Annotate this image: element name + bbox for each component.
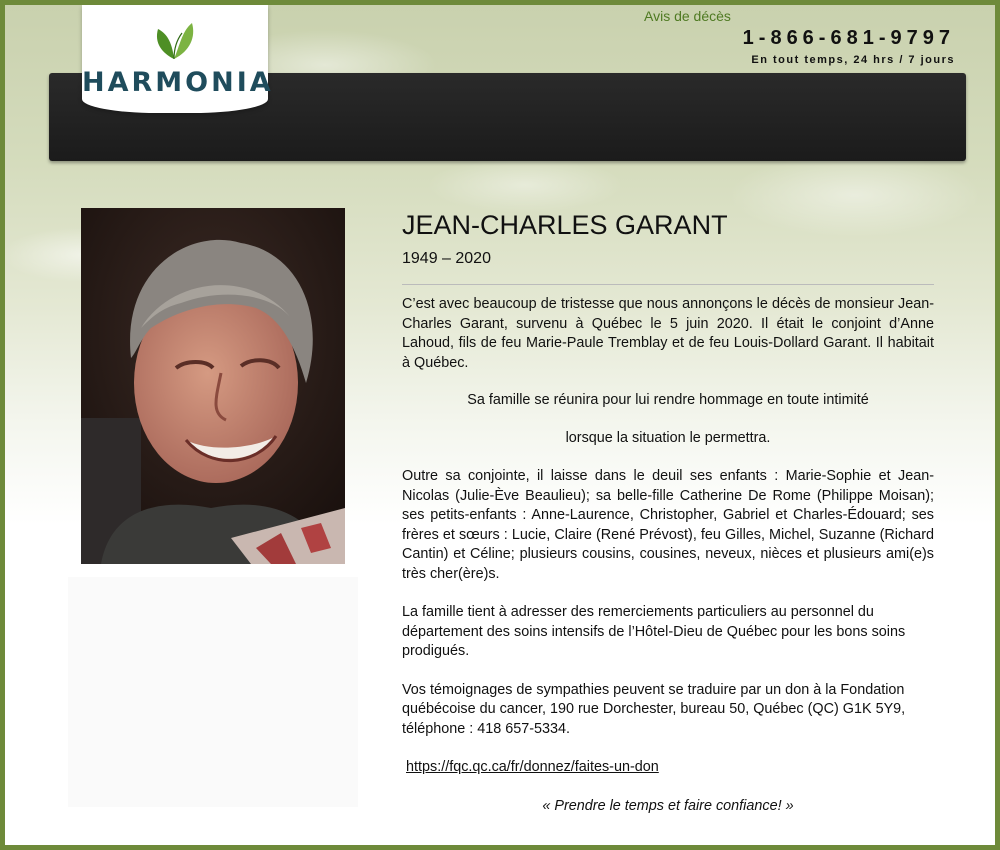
portrait-illustration bbox=[81, 208, 345, 564]
phone-number[interactable]: 1-866-681-9797 bbox=[742, 27, 955, 49]
portrait-photo bbox=[81, 208, 345, 564]
deceased-name: JEAN-CHARLES GARANT bbox=[402, 210, 728, 240]
family-paragraph: Outre sa conjointe, il laisse dans le deuil ses enfants : Marie-Sophie et Jean-Nicolas (Julie-Ève Beaulieu); sa belle-fille Catherine De Rome (Philippe Moisan); ses petits-enfants : Anne-Laurence, Christopher, Gabriel et Charles-Édouard; ses frères et sœurs : Lucie, Claire (René Prévost), feu Gilles, Michel, Suzanne (Richard Cantin) et Céline; plusieurs cousins, cousines, neveux, nièces et plusieurs ami(e)s très cher(ère)s. bbox=[402, 468, 934, 582]
announcement-paragraph: C’est avec beaucoup de tristesse que nous annonçons le décès de monsieur Jean-Charles Garant, survenu à Québec le 5 juin 2020. Il était le conjoint d’Anne Lahoud, fils de feu Marie-Paule Tremblay et de feu Louis-Dollard Garant. Il habitait à Québec. bbox=[402, 296, 934, 371]
section-label[interactable]: Avis de décès bbox=[644, 8, 731, 24]
leaf-icon bbox=[152, 19, 196, 63]
donation-paragraph: Vos témoignages de sympathies peuvent se traduire par un don à la Fondation québécoise du cancer, 190 rue Dorchester, bureau 50, Québec (QC) G1K 5Y9, téléphone : 418 657-5334. bbox=[402, 681, 906, 737]
logo-wordmark: HARMONIA bbox=[82, 67, 274, 98]
hours-text: En tout temps, 24 hrs / 7 jours bbox=[751, 54, 955, 66]
closing-quote: « Prendre le temps et faire confiance! » bbox=[542, 797, 794, 814]
thanks-paragraph: La famille tient à adresser des remerciements particuliers au personnel du département des soins intensifs de l’Hôtel-Dieu de Québec pour les bons soins prodigués. bbox=[402, 604, 906, 659]
gathering-line-2: lorsque la situation le permettra. bbox=[565, 429, 771, 446]
life-years: 1949 – 2020 bbox=[402, 250, 491, 267]
divider bbox=[402, 284, 934, 285]
gathering-line-1: Sa famille se réunira pour lui rendre hommage en toute intimité bbox=[467, 392, 869, 408]
obituary-content bbox=[402, 208, 934, 816]
donation-link[interactable]: https://fqc.qc.ca/fr/donnez/faites-un-don bbox=[406, 759, 659, 775]
photo-panel bbox=[68, 577, 358, 807]
harmonia-logo[interactable] bbox=[82, 5, 274, 113]
